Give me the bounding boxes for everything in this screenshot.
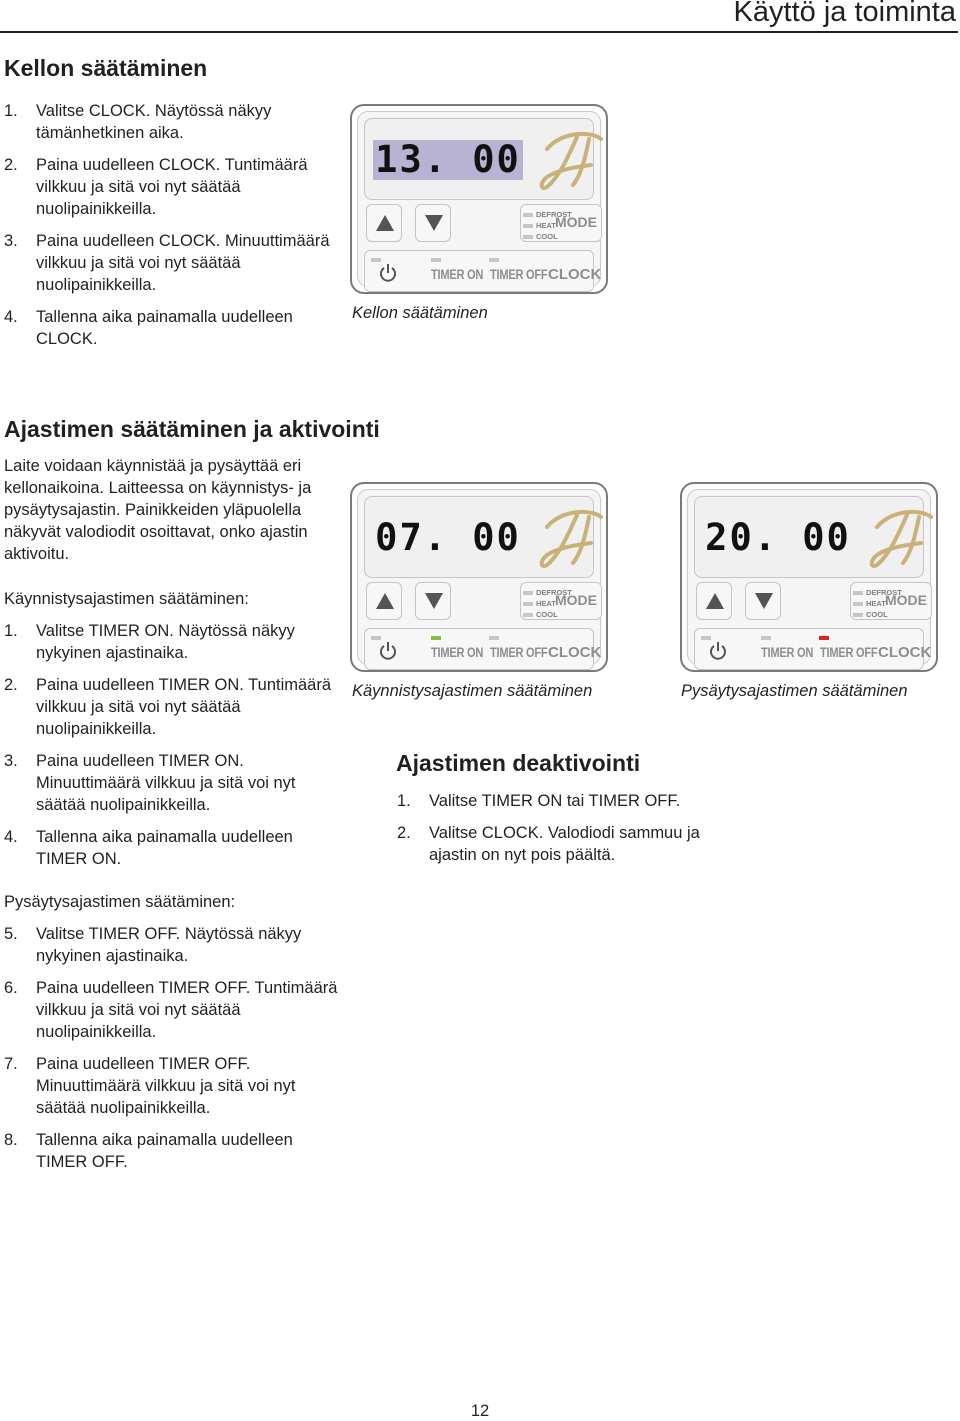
list-item: 1. Valitse CLOCK. Näytössä näkyy tämänhetkinen aika. xyxy=(4,102,272,142)
mode-button[interactable]: DEFROST HEAT COOL MODE xyxy=(850,582,932,620)
control-panel-timer-on xyxy=(350,482,608,672)
defrost-led xyxy=(523,591,533,595)
cool-led xyxy=(523,235,533,239)
clock-caption: Kellon säätäminen xyxy=(352,304,488,322)
clock-section-heading: Kellon säätäminen xyxy=(4,55,208,81)
lcd-display: 07. 00 xyxy=(375,516,521,559)
list-item: 2. Paina uudelleen TIMER ON. Tuntimäärä vilkkuu ja sitä voi nyt säätää nuolipainikkeilla. xyxy=(4,676,332,738)
page-header-title: Käyttö ja toiminta xyxy=(733,0,956,28)
list-item: 3. Paina uudelleen TIMER ON. Minuuttimäärä vilkkuu ja sitä voi nyt säätää nuolipainikkeilla. xyxy=(4,752,296,814)
mode-button[interactable]: DEFROST HEAT COOL MODE xyxy=(520,204,602,242)
power-led xyxy=(371,636,381,640)
brand-logo-icon xyxy=(867,507,937,573)
display-area xyxy=(694,496,924,578)
up-arrow-button[interactable] xyxy=(366,204,402,242)
defrost-led xyxy=(853,591,863,595)
up-arrow-button[interactable] xyxy=(366,582,402,620)
clock-button[interactable]: CLOCK xyxy=(548,644,602,661)
list-item: 7. Paina uudelleen TIMER OFF. Minuuttimäärä vilkkuu ja sitä voi nyt säätää nuolipainikkeilla. xyxy=(4,1055,296,1117)
list-item: 1. Valitse TIMER ON tai TIMER OFF. xyxy=(397,792,681,810)
display-area xyxy=(364,496,594,578)
mode-button[interactable]: DEFROST HEAT COOL MODE xyxy=(520,582,602,620)
timer-off-button[interactable]: TIMER OFF xyxy=(820,645,878,660)
brand-logo-icon xyxy=(537,129,607,195)
timer-off-led xyxy=(489,636,499,640)
timer-off-led xyxy=(489,258,499,262)
control-panel-timer-off xyxy=(680,482,938,672)
header-rule xyxy=(0,31,958,33)
list-item: 3. Paina uudelleen CLOCK. Minuuttimäärä vilkkuu ja sitä voi nyt säätää nuolipainikkeilla. xyxy=(4,232,330,294)
clock-button[interactable]: CLOCK xyxy=(878,644,932,661)
timer-button-row xyxy=(364,250,602,292)
timer-on-led xyxy=(761,636,771,640)
up-arrow-button[interactable] xyxy=(696,582,732,620)
list-item: 6. Paina uudelleen TIMER OFF. Tuntimäärä vilkkuu ja sitä voi nyt säätää nuolipainikkeilla. xyxy=(4,979,338,1041)
defrost-led xyxy=(523,213,533,217)
arrow-up-icon xyxy=(705,592,725,610)
list-item: 2. Paina uudelleen CLOCK. Tuntimäärä vilkkuu ja sitä voi nyt säätää nuolipainikkeilla. xyxy=(4,156,308,218)
arrow-down-icon xyxy=(424,214,444,232)
timer-on-button[interactable]: TIMER ON xyxy=(761,645,814,660)
cool-led xyxy=(523,613,533,617)
start-timer-subheading: Käynnistysajastimen säätäminen: xyxy=(4,590,249,608)
timer-on-button[interactable]: TIMER ON xyxy=(431,645,484,660)
cool-led xyxy=(853,613,863,617)
brand-logo-icon xyxy=(537,507,607,573)
lcd-display: 20. 00 xyxy=(705,516,851,559)
arrow-down-icon xyxy=(424,592,444,610)
heat-led xyxy=(853,602,863,606)
page-number: 12 xyxy=(470,1402,490,1420)
down-arrow-button[interactable] xyxy=(415,204,451,242)
lcd-display: 13. 00 xyxy=(373,140,523,180)
power-led xyxy=(701,636,711,640)
power-icon[interactable] xyxy=(709,641,727,661)
deactivate-section-heading: Ajastimen deaktivointi xyxy=(396,750,641,776)
timer-off-button[interactable]: TIMER OFF xyxy=(490,645,548,660)
power-icon[interactable] xyxy=(379,263,397,283)
list-item: 1. Valitse TIMER ON. Näytössä näkyy nykyinen ajastinaika. xyxy=(4,622,295,662)
arrow-down-icon xyxy=(754,592,774,610)
display-area xyxy=(364,118,594,200)
timer-off-led-red xyxy=(819,636,829,640)
clock-button[interactable]: CLOCK xyxy=(548,266,602,283)
clock-steps-list xyxy=(4,100,344,360)
heat-led xyxy=(523,224,533,228)
timer-intro: Laite voidaan käynnistää ja pysäyttää eri kellonaikoina. Laitteessa on käynnistys- ja pysäytysajastin. Painikkeiden yläpuolella näkyvät valodiodit osoittavat, onko ajastin aktivoitu. xyxy=(4,457,312,563)
list-item: 8. Tallenna aika painamalla uudelleen TIMER OFF. xyxy=(4,1131,293,1171)
start-timer-caption: Käynnistysajastimen säätäminen xyxy=(352,682,593,700)
arrow-up-icon xyxy=(375,214,395,232)
list-item: 4. Tallenna aika painamalla uudelleen CLOCK. xyxy=(4,308,293,348)
power-icon[interactable] xyxy=(379,641,397,661)
stop-timer-caption: Pysäytysajastimen säätäminen xyxy=(681,682,908,700)
timer-button-row xyxy=(694,628,932,670)
timer-button-row xyxy=(364,628,602,670)
heat-led xyxy=(523,602,533,606)
list-item: 2. Valitse CLOCK. Valodiodi sammuu ja ajastin on nyt pois päältä. xyxy=(397,824,700,864)
deactivate-steps xyxy=(397,790,717,876)
list-item: 5. Valitse TIMER OFF. Näytössä näkyy nykyinen ajastinaika. xyxy=(4,925,302,965)
arrow-up-icon xyxy=(375,592,395,610)
power-led xyxy=(371,258,381,262)
timer-on-led xyxy=(431,258,441,262)
timer-on-led-green xyxy=(431,636,441,640)
timer-off-button[interactable]: TIMER OFF xyxy=(490,267,548,282)
control-panel-clock xyxy=(350,104,608,294)
start-timer-steps xyxy=(4,620,344,880)
timer-on-button[interactable]: TIMER ON xyxy=(431,267,484,282)
down-arrow-button[interactable] xyxy=(745,582,781,620)
stop-timer-subheading: Pysäytysajastimen säätäminen: xyxy=(4,893,236,911)
list-item: 4. Tallenna aika painamalla uudelleen TIMER ON. xyxy=(4,828,293,868)
timer-section-heading: Ajastimen säätäminen ja aktivointi xyxy=(4,416,380,442)
stop-timer-steps xyxy=(4,923,344,1183)
down-arrow-button[interactable] xyxy=(415,582,451,620)
